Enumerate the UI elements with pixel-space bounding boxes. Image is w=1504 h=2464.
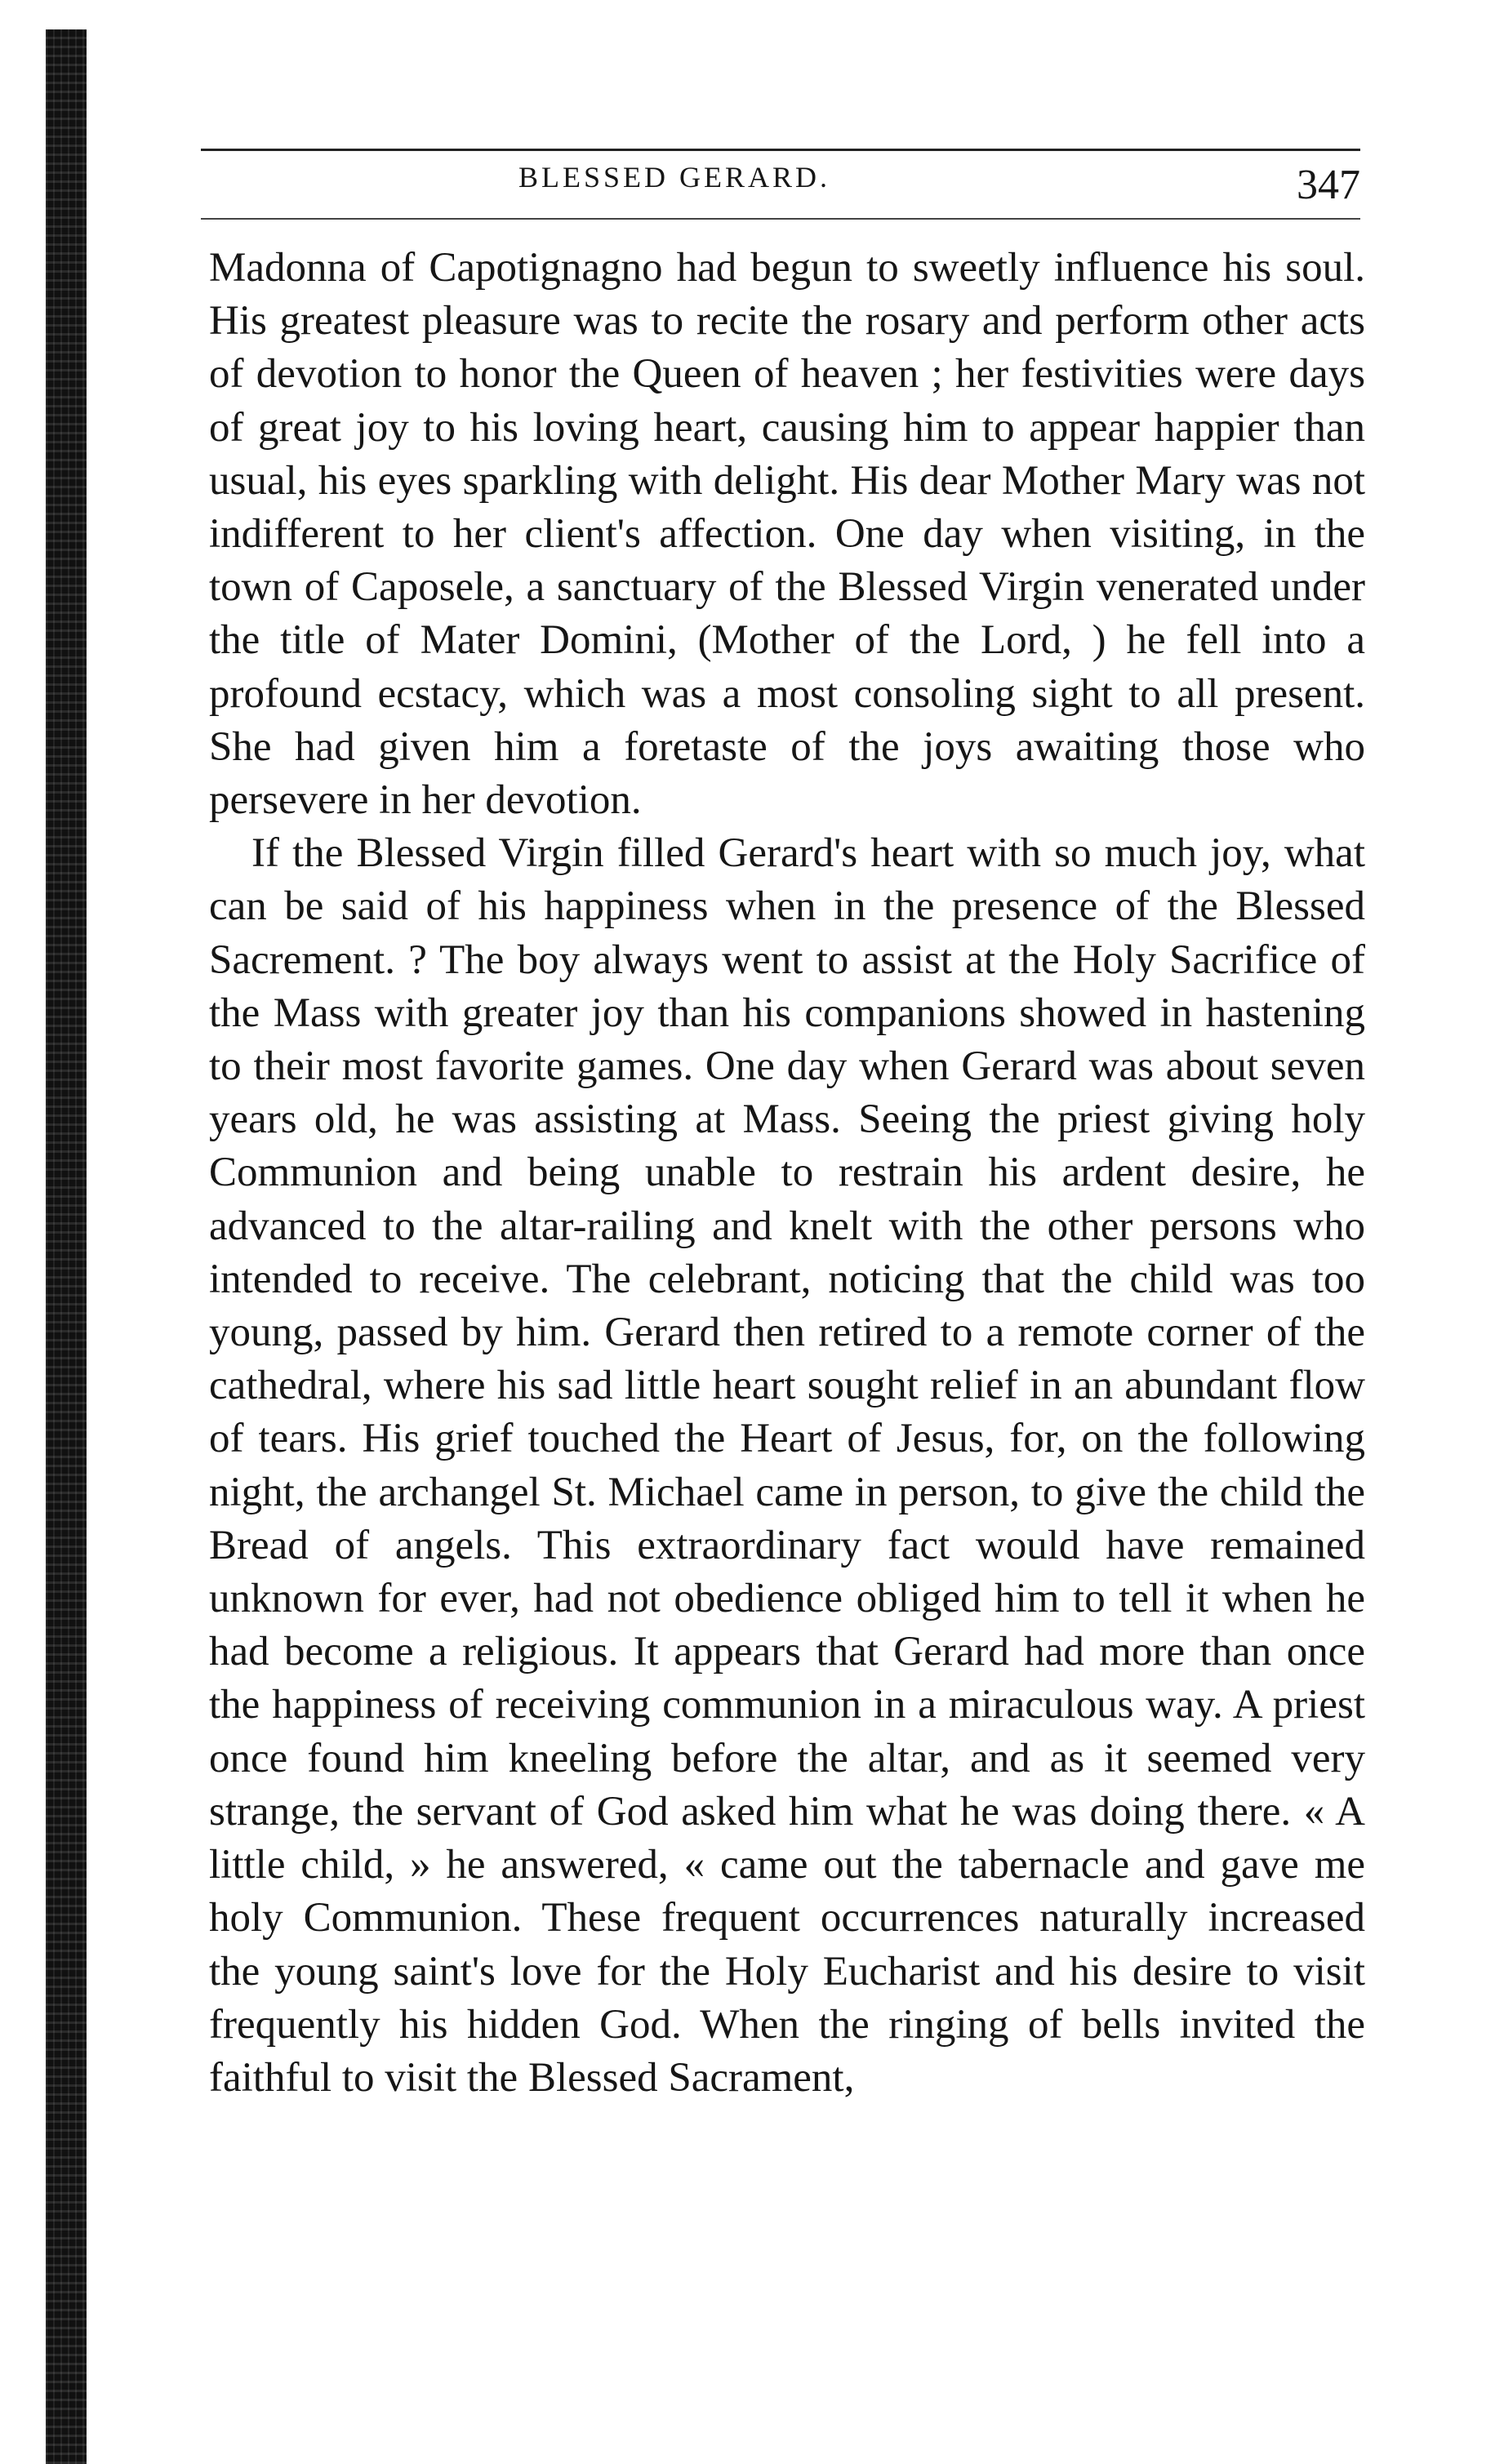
header-bottom-rule [201,218,1360,220]
paragraph-blessed-sacrament: If the Blessed Virgin filled Gerard's heart with so much joy, what can be said of his happiness when in the presence of the Blessed Sacrement. ? The boy always went to assist at the Holy Sacrifice of the Mass with greater joy than his companions showed in hastening to their most favorite games. One day when Gerard was about seven years old, he was assisting at Mass. Seeing the priest giving holy Communion and being unable to restrain his ardent desire, he advanced to the altar-railing and knelt with the other persons who intended to receive. The celebrant, noticing that the child was too young, passed by him. Gerard then retired to a remote corner of the cathedral, where his sad little heart sought relief in an abundant flow of tears. His grief touched the Heart of Jesus, for, on the following night, the archangel St. Michael came in person, to give the child the Bread of angels. This extraordinary fact would have remained unknown for ever, had not obedience obliged him to tell it when he had become a religious. It appears that Gerard had more than once the happiness of receiving communion in a miraculous way. A priest once found him kneeling before the altar, and as it seemed very strange, the servant of God asked him what he was doing there. « A little child, » he answered, « came out the tabernacle and gave me holy Communion. These frequent occurrences naturally increased the young saint's love for the Holy Eucharist and his desire to visit frequently his hidden God. When the ringing of bells invited the faithful to visit the Blessed Sacrament, [209,830,1365,2101]
page-body [209,242,1365,2105]
page-header [201,140,1360,230]
page-binding-edge [46,29,87,2464]
header-top-rule [201,149,1360,151]
page-number: 347 [1297,162,1360,208]
running-title: BLESSED GERARD. [518,161,831,193]
paragraph-continuation: Madonna of Capotignagno had begun to sweetly influence his soul. His greatest pleasure was to recite the rosary and perform other acts of devotion to honor the Queen of heaven ; her festivities were days of great joy to his loving heart, causing him to appear happier than usual, his eyes sparkling with delight. His dear Mother Mary was not indifferent to her client's affection. One day when visiting, in the town of Caposele, a sanctuary of the Blessed Virgin venerated under the title of Mater Domini, (Mother of the Lord, ) he fell into a profound ecstacy, which was a most consoling sight to all present. She had given him a foretaste of the joys awaiting those who persevere in her devotion. [209,245,1365,824]
